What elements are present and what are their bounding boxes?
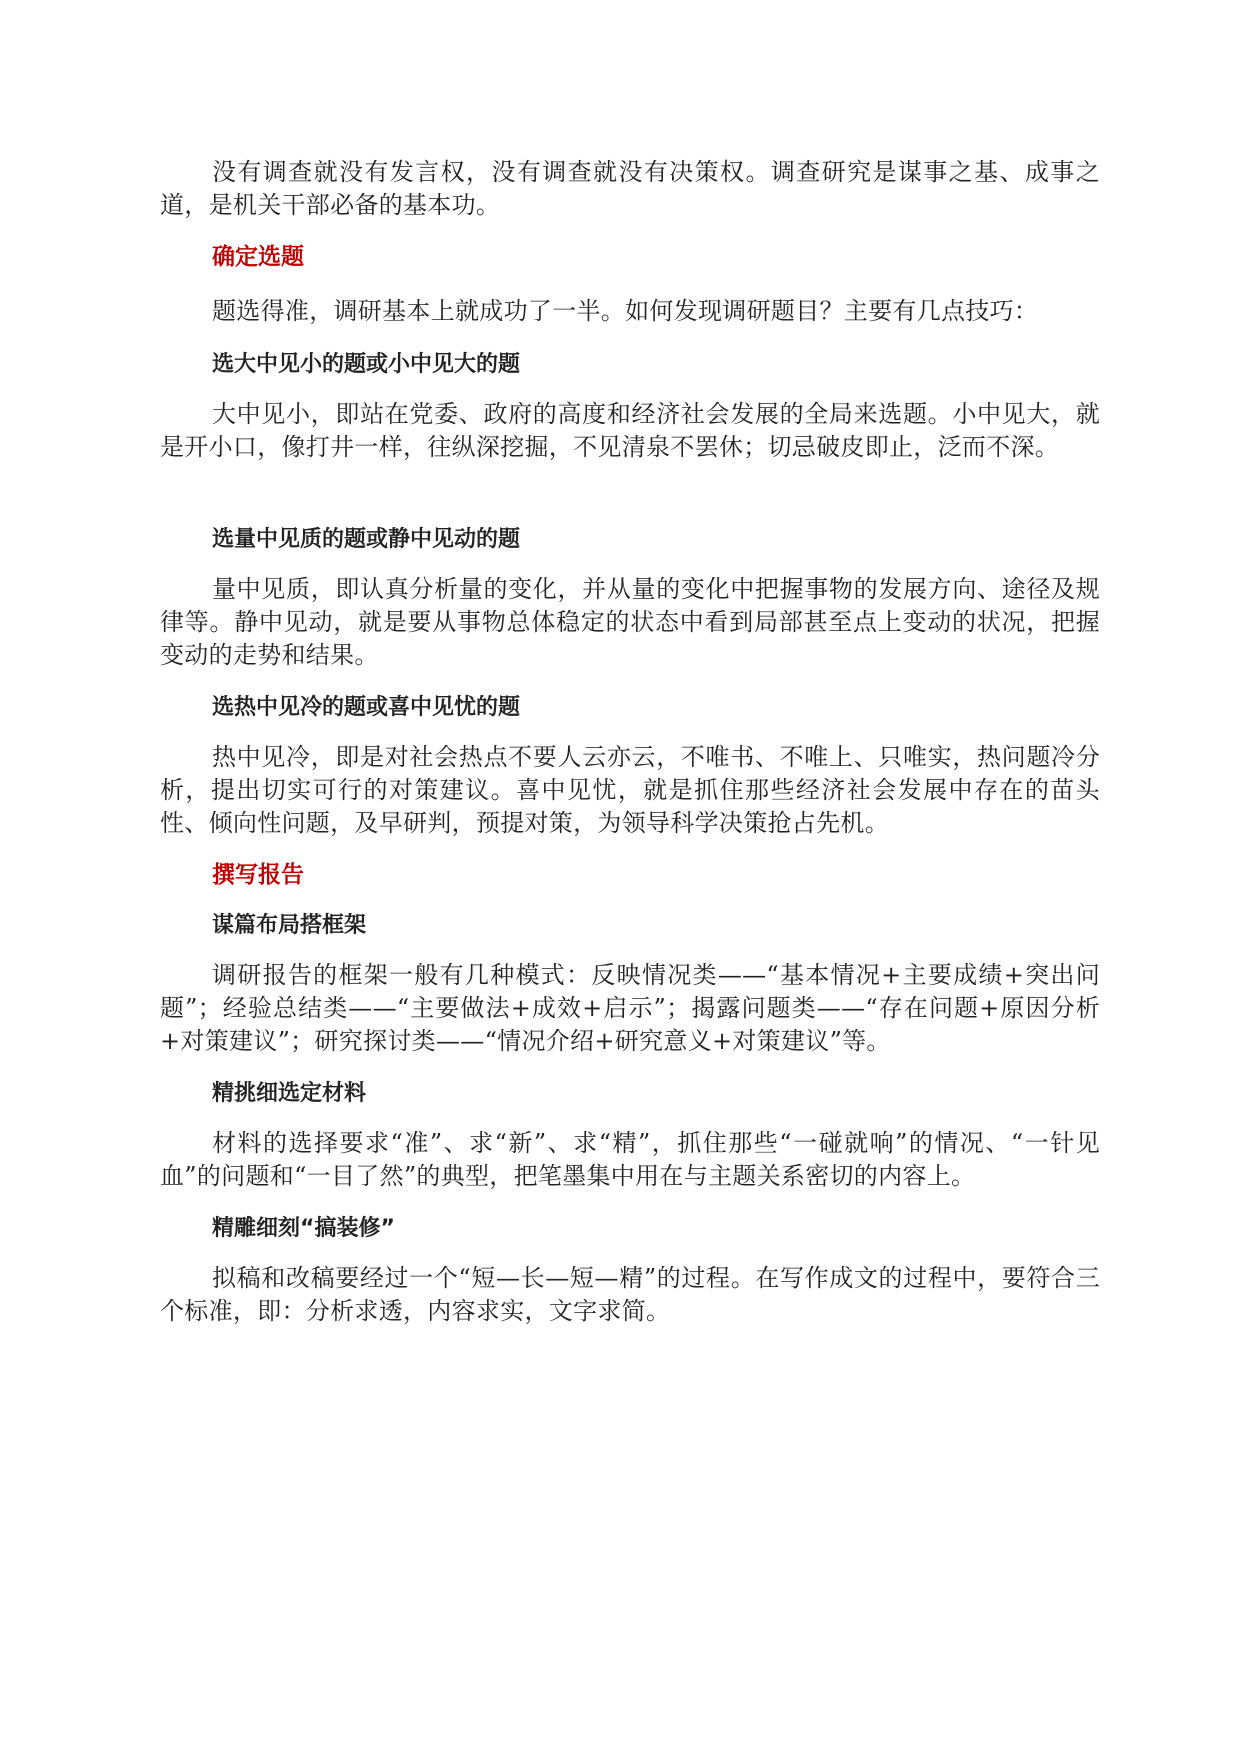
subheading-hot-cold: 选热中见冷的题或喜中见忧的题 xyxy=(212,695,521,720)
subheading-materials: 精挑细选定材料 xyxy=(212,1081,367,1106)
subheading-big-small: 选大中见小的题或小中见大的题 xyxy=(212,352,521,377)
paragraph-quantity-quality: 量中见质，即认真分析量的变化，并从量的变化中把握事物的发展方向、途径及规律等。静中见动，就是要从事物总体稳定的状态中看到局部甚至点上变动的状况，把握变动的走势和结果。 xyxy=(160,575,1100,669)
section-heading-topic-selection: 确定选题 xyxy=(212,244,304,270)
paragraph-big-small: 大中见小，即站在党委、政府的高度和经济社会发展的全局来选题。小中见大，就是开小口，像打井一样，往纵深挖掘，不见清泉不罢休；切忌破皮即止，泛而不深。 xyxy=(160,400,1100,461)
paragraph-hot-cold: 热中见冷，即是对社会热点不要人云亦云，不唯书、不唯上、只唯实，热问题冷分析，提出切实可行的对策建议。喜中见忧，就是抓住那些经济社会发展中存在的苗头性、倾向性问题，及早研判，预提对策，为领导科学决策抢占先机。 xyxy=(160,743,1100,837)
paragraph-framework: 调研报告的框架一般有几种模式：反映情况类——“基本情况+主要成绩+突出问题”；经验总结类——“主要做法+成效+启示”；揭露问题类——“存在问题+原因分析+对策建议”；研究探讨类——“情况介绍+研究意义+对策建议”等。 xyxy=(160,961,1100,1055)
subheading-polishing: 精雕细刻“搞装修” xyxy=(212,1216,395,1241)
paragraph-materials: 材料的选择要求“准”、求“新”、求“精”，抓住那些“一碰就响”的情况、“一针见血”的问题和“一目了然”的典型，把笔墨集中用在与主题关系密切的内容上。 xyxy=(160,1129,1100,1190)
document-page xyxy=(160,156,1100,1328)
section1-intro-paragraph: 题选得准，调研基本上就成功了一半。如何发现调研题目？主要有几点技巧： xyxy=(212,297,1039,325)
subheading-framework: 谋篇布局搭框架 xyxy=(212,913,367,938)
section-heading-report-writing: 撰写报告 xyxy=(212,862,304,888)
subheading-quantity-quality: 选量中见质的题或静中见动的题 xyxy=(212,527,521,552)
paragraph-polishing: 拟稿和改稿要经过一个“短—长—短—精”的过程。在写作成文的过程中，要符合三个标准，即：分析求透，内容求实，文字求简。 xyxy=(160,1264,1100,1325)
intro-paragraph: 没有调查就没有发言权，没有调查就没有决策权。调查研究是谋事之基、成事之道，是机关干部必备的基本功。 xyxy=(160,158,1100,219)
